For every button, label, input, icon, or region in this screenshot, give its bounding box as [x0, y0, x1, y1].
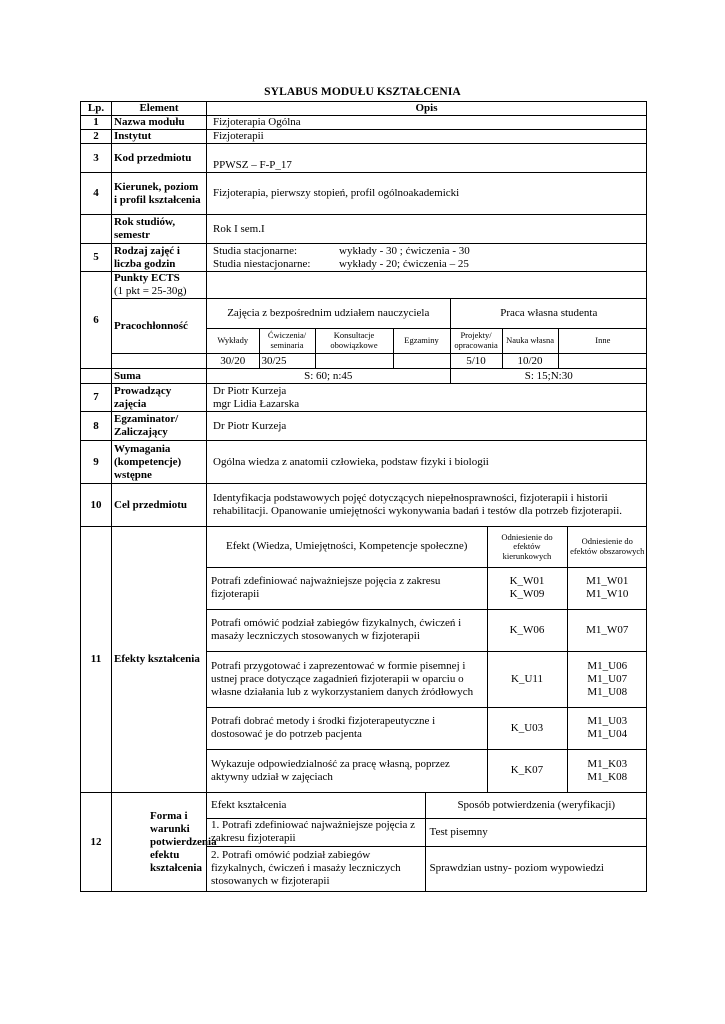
- verification-row: [207, 818, 647, 846]
- row-label: Efekty kształcenia: [112, 527, 207, 793]
- table-row: [81, 484, 647, 527]
- effects-dir-header: Odniesienie do efektów kierunkowych: [487, 527, 567, 567]
- row-value: Ogólna wiedza z anatomii człowieka, podstaw fizyki i biologii: [207, 441, 647, 484]
- lecturer-2: mgr Lidia Łazarska: [213, 397, 300, 410]
- effect-dir: K_W06: [487, 609, 567, 651]
- table-row: [81, 244, 647, 272]
- ects-label: [112, 272, 207, 299]
- effect-text: Wykazuje odpowiedzialność za pracę własną, poprzez aktywny udział w zajęciach: [207, 749, 487, 792]
- workload-value: [393, 354, 450, 368]
- workload-grid: [207, 299, 647, 354]
- verification-method: Test pisemny: [425, 818, 647, 846]
- row-label: Cel przedmiotu: [112, 484, 207, 527]
- suma-table: [207, 369, 647, 383]
- verification-effect-header: Efekt kształcenia: [207, 793, 425, 818]
- row-value: Fizjoterapia, pierwszy stopień, profil ogólnoakademicki: [207, 173, 647, 215]
- row-lp: 11: [81, 527, 112, 793]
- row-value: PPWSZ – F-P_17: [207, 144, 647, 173]
- syllabus-table: [80, 101, 647, 892]
- table-row: [81, 116, 647, 130]
- table-row: [81, 527, 647, 793]
- hours-mode-1: Studia stacjonarne:: [213, 244, 298, 257]
- workload-value: [558, 354, 647, 368]
- header-element: Element: [112, 102, 207, 116]
- table-row: [81, 215, 647, 244]
- effect-area: M1_U06 M1_U07 M1_U08: [567, 651, 647, 707]
- verification-method-header: Sposób potwierdzenia (weryfikacji): [425, 793, 647, 818]
- table-row: [81, 369, 647, 384]
- suma-label: Suma: [112, 369, 207, 384]
- table-row: [81, 144, 647, 173]
- workload-values-label: [112, 354, 207, 369]
- row-label: Kod przedmiotu: [112, 144, 207, 173]
- workload-value: 10/20: [502, 354, 558, 368]
- col-header: Konsultacje obowiązkowe: [315, 328, 393, 353]
- effect-text: Potrafi przygotować i zaprezentować w formie pisemnej i ustnej prace dotyczące zagadnień fizjoterapii w oparciu o własne działania lub z wykorzystaniem danych źródłowych: [207, 651, 487, 707]
- effect-row: [207, 707, 647, 749]
- self-work-header: Praca własna studenta: [450, 299, 647, 328]
- contact-hours-header: Zajęcia z bezpośrednim udziałem nauczyciela: [207, 299, 450, 328]
- row-lp-empty: [81, 215, 112, 244]
- effect-dir: K_K07: [487, 749, 567, 792]
- row-label: Nazwa modułu: [112, 116, 207, 130]
- row-label: Forma i warunki potwierdzenia efektu kształcenia: [112, 793, 207, 892]
- table-row: [81, 299, 647, 354]
- row-lp: 3: [81, 144, 112, 173]
- verification-row: [207, 846, 647, 891]
- row-label: Prowadzący zajęcia: [112, 384, 207, 412]
- ects-note: (1 pkt = 25-30g): [114, 285, 187, 297]
- effects-header: Efekt (Wiedza, Umiejętności, Kompetencje społeczne): [207, 527, 487, 567]
- effect-row: [207, 651, 647, 707]
- row-lp: 1: [81, 116, 112, 130]
- effect-row: [207, 567, 647, 609]
- row-label: Rodzaj zajęć i liczba godzin: [112, 244, 207, 272]
- ects-value: [207, 272, 647, 299]
- verification-table: [207, 793, 647, 891]
- workload-values-table: [207, 354, 647, 368]
- workload-values: [207, 354, 647, 369]
- col-header: Wykłady: [207, 328, 259, 353]
- workload-value: [315, 354, 393, 368]
- row-value: Identyfikacja podstawowych pojęć dotyczących niepełnosprawności, fizjoterapii i historii rehabilitacji. Opanowanie umiejętności wykonywania badań i testów dla potrzeb fizjoterapii.: [207, 484, 647, 527]
- verification-effect: 1. Potrafi zdefiniować najważniejsze pojęcia z zakresu fizjoterapii: [207, 818, 425, 846]
- row-lp: 6: [81, 272, 112, 369]
- suma-self: S: 15;N:30: [524, 369, 573, 382]
- row-value: Rok I sem.I: [207, 215, 647, 244]
- header-lp: Lp.: [81, 102, 112, 116]
- row-lp-empty: [81, 369, 112, 384]
- row-value: Dr Piotr Kurzeja: [207, 412, 647, 441]
- suma-values: [207, 369, 647, 384]
- row-lp: 5: [81, 244, 112, 272]
- table-row: [81, 173, 647, 215]
- row-value: [207, 244, 647, 272]
- row-lp: 9: [81, 441, 112, 484]
- table-row: [81, 354, 647, 369]
- table-row: [81, 412, 647, 441]
- row-label: Kierunek, poziom i profil kształcenia: [112, 173, 207, 215]
- table-row: [81, 272, 647, 299]
- effects-cell: [207, 527, 647, 793]
- col-header: Inne: [558, 328, 647, 353]
- effect-text: Potrafi zdefiniować najważniejsze pojęcia z zakresu fizjoterapii: [207, 567, 487, 609]
- col-header: Nauka własna: [502, 328, 558, 353]
- effect-text: Potrafi dobrać metody i środki fizjoterapeutyczne i dostosować je do potrzeb pacjenta: [207, 707, 487, 749]
- effect-area: M1_U03 M1_U04: [567, 707, 647, 749]
- verification-effect: 2. Potrafi omówić podział zabiegów fizykalnych, ćwiczeń i masaży leczniczych stosowanych w fizjoterapii: [207, 846, 425, 891]
- lecturer-1: Dr Piotr Kurzeja: [213, 384, 287, 397]
- workload-value: 30/25: [259, 354, 315, 368]
- effects-table: [207, 527, 647, 792]
- workload-label: Pracochłonność: [112, 299, 207, 354]
- verification-cell: [207, 793, 647, 892]
- effect-row: [207, 609, 647, 651]
- row-label: Instytut: [112, 130, 207, 144]
- row-label: Egzaminator/ Zaliczający: [112, 412, 207, 441]
- col-header: Projekty/ opracowania: [450, 328, 502, 353]
- row-label: Wymagania (kompetencje) wstępne: [112, 441, 207, 484]
- hours-detail-2: wykłady - 20; ćwiczenia – 25: [339, 257, 469, 270]
- workload-table: [207, 299, 647, 353]
- row-lp: 2: [81, 130, 112, 144]
- row-lp: 8: [81, 412, 112, 441]
- table-row: [81, 384, 647, 412]
- verification-method: Sprawdzian ustny- poziom wypowiedzi: [425, 846, 647, 891]
- header-opis: Opis: [207, 102, 647, 116]
- effect-row: [207, 749, 647, 792]
- row-value: [207, 384, 647, 412]
- hours-mode-2: Studia niestacjonarne:: [213, 257, 311, 270]
- row-lp: 12: [81, 793, 112, 892]
- suma-contact: S: 60; n:45: [207, 369, 450, 383]
- table-row: [81, 130, 647, 144]
- effects-area-header: Odniesienie do efektów obszarowych: [567, 527, 647, 567]
- row-lp: 4: [81, 173, 112, 215]
- table-header-row: [81, 102, 647, 116]
- page-title: SYLABUS MODUŁU KSZTAŁCENIA: [264, 86, 461, 98]
- effect-dir: K_U11: [487, 651, 567, 707]
- col-header: Ćwiczenia/ seminaria: [259, 328, 315, 353]
- row-value: Fizjoterapii: [207, 130, 647, 144]
- effect-area: M1_K03 M1_K08: [567, 749, 647, 792]
- row-label: Rok studiów, semestr: [112, 215, 207, 244]
- workload-value: 30/20: [207, 354, 259, 368]
- workload-value: 5/10: [450, 354, 502, 368]
- ects-title: Punkty ECTS: [114, 272, 180, 284]
- hours-detail-1: wykłady - 30 ; ćwiczenia - 30: [339, 244, 470, 257]
- row-lp: 7: [81, 384, 112, 412]
- table-row: [81, 441, 647, 484]
- effect-dir: K_W01 K_W09: [487, 567, 567, 609]
- col-header: Egzaminy: [393, 328, 450, 353]
- table-row: [81, 793, 647, 892]
- effect-text: Potrafi omówić podział zabiegów fizykalnych, ćwiczeń i masaży leczniczych stosowanych w fizjoterapii: [207, 609, 487, 651]
- row-value: Fizjoterapia Ogólna: [207, 116, 647, 130]
- effect-dir: K_U03: [487, 707, 567, 749]
- row-lp: 10: [81, 484, 112, 527]
- effect-area: M1_W01 M1_W10: [567, 567, 647, 609]
- effect-area: M1_W07: [567, 609, 647, 651]
